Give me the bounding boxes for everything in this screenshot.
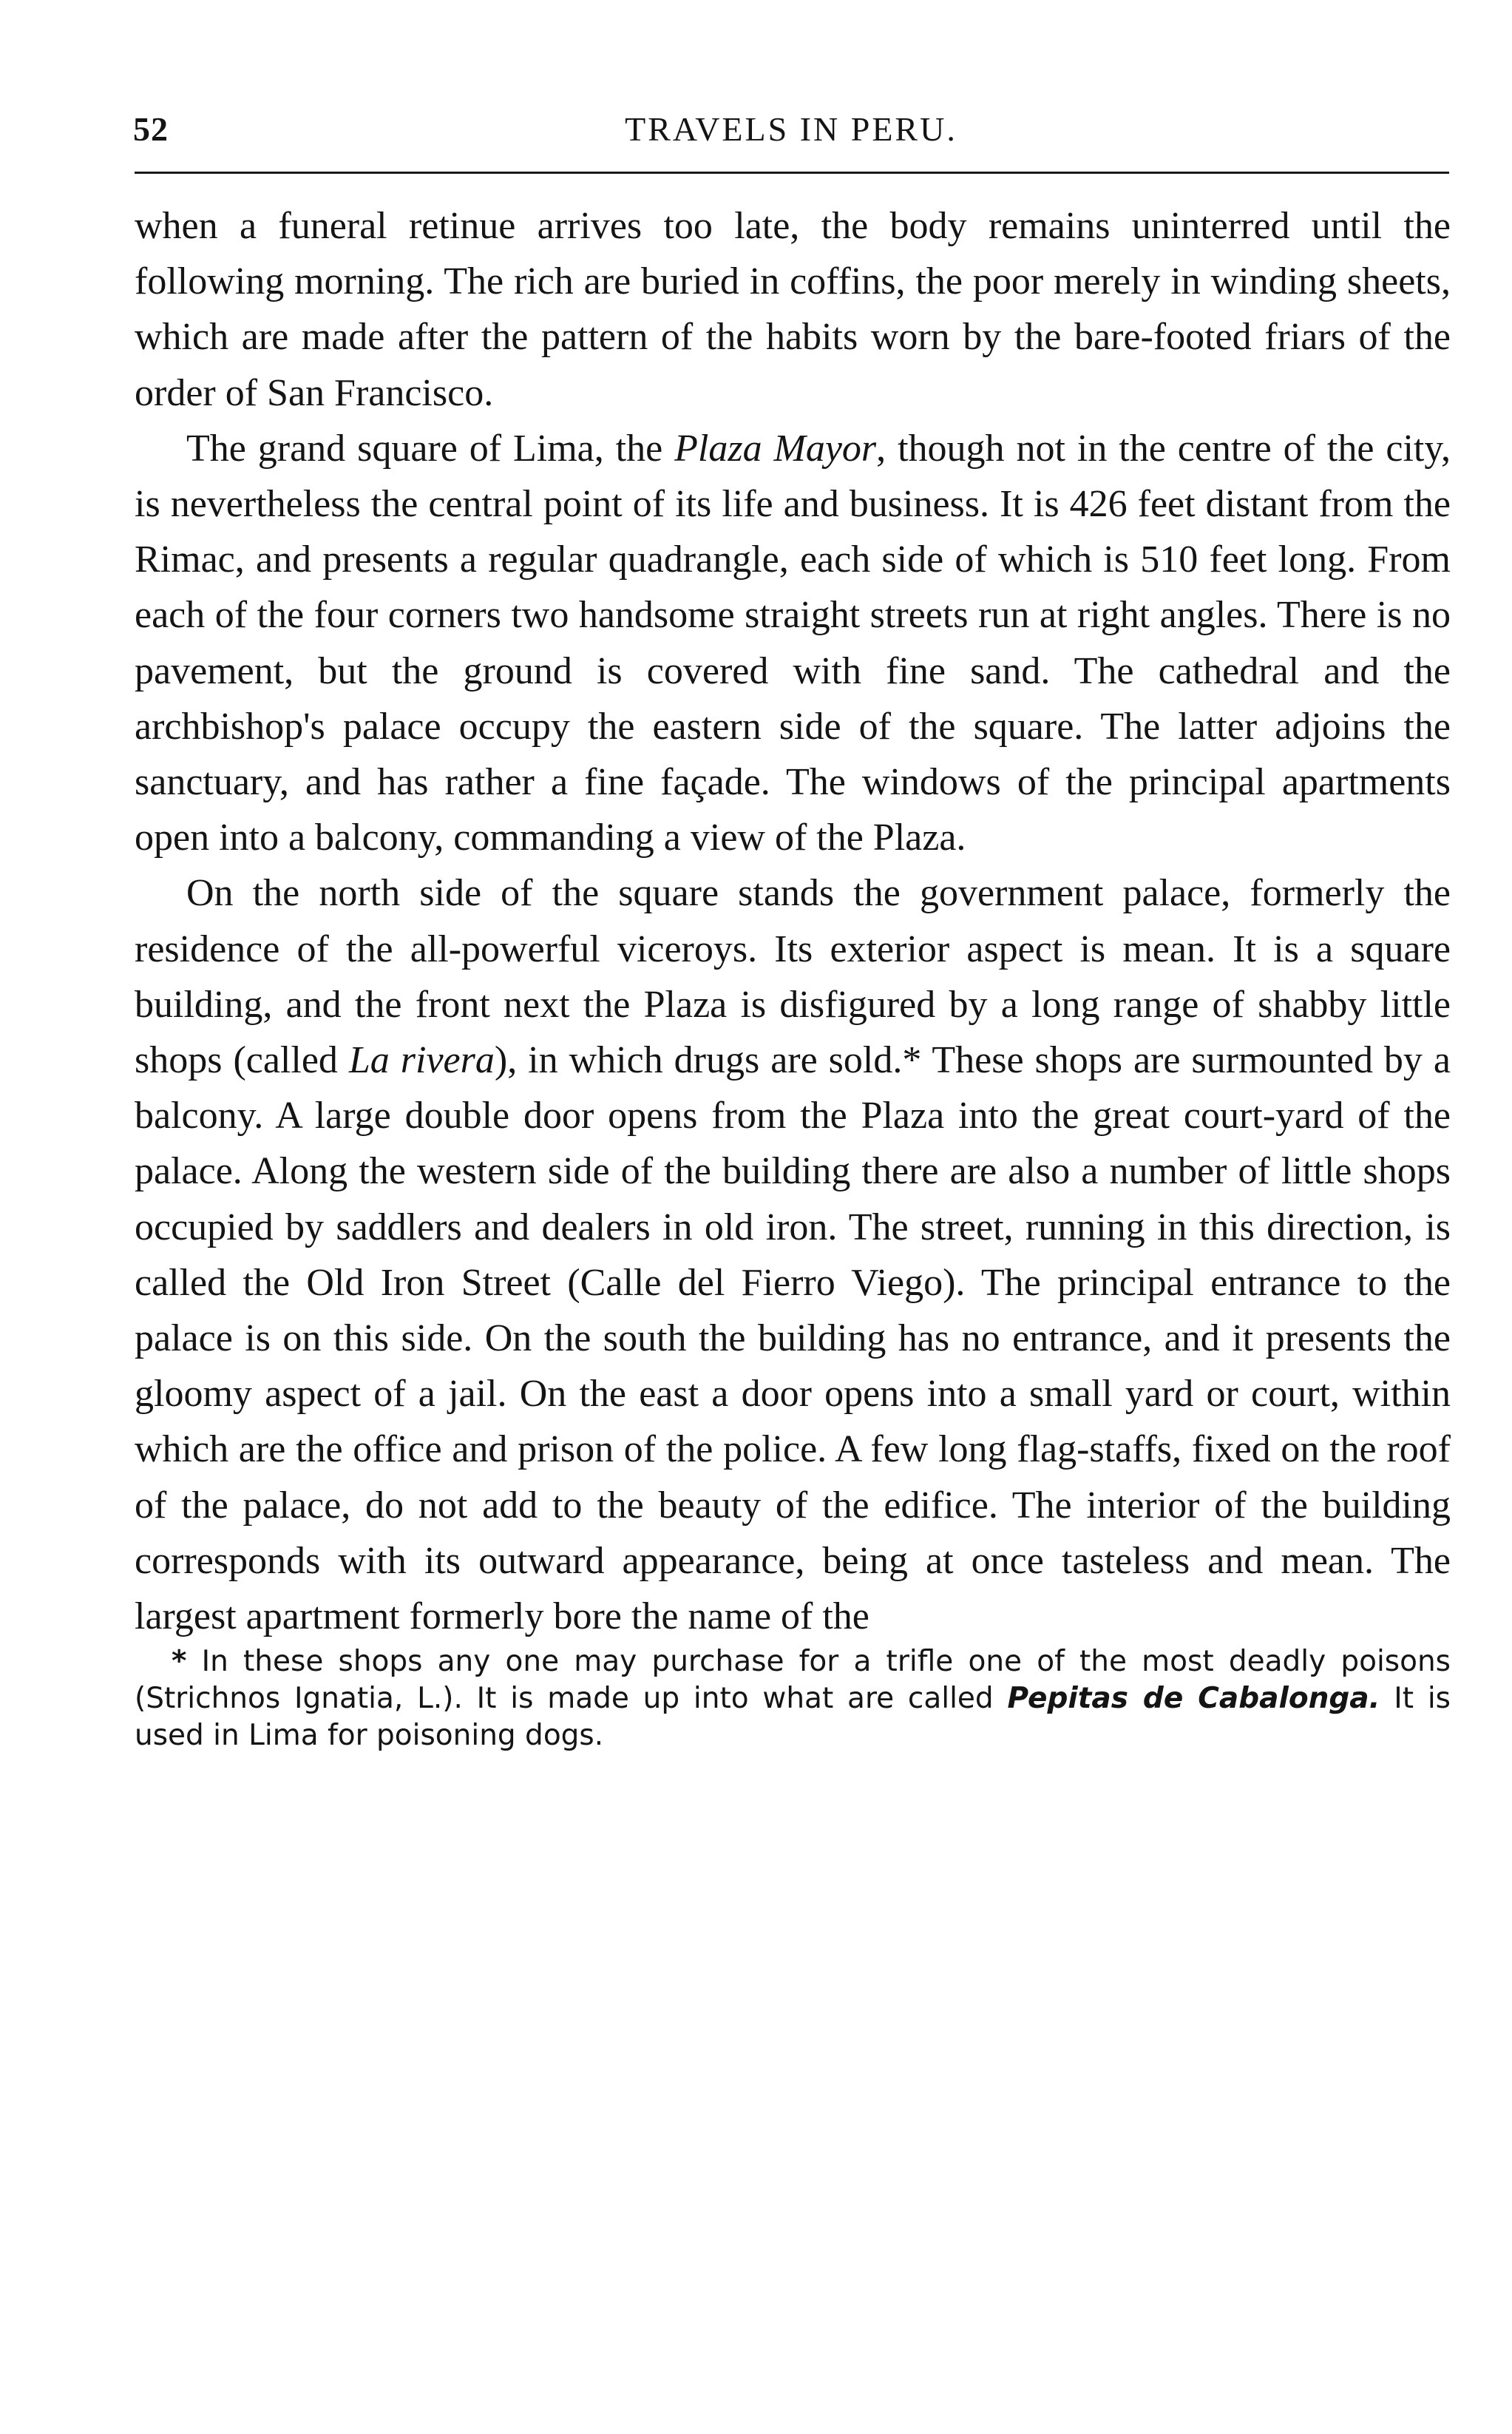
paragraph-text: The grand square of Lima, the	[186, 427, 675, 470]
footnote-italic-term: Pepitas de Cabalonga.	[1007, 1682, 1380, 1715]
running-title: TRAVELS IN PERU.	[625, 110, 957, 148]
page-header	[133, 109, 1449, 161]
footnote-text: It is used in Lima for poisoning dogs.	[135, 1682, 1451, 1752]
footnote	[135, 1643, 1451, 1754]
paragraph-text: , though not in the centre of the city, is nevertheless the central point of its life and business. It is 426 feet distant from the Rimac, and presents a regular quadrangle, each side of which is 510 feet long. From each of the four corners two handsome straight streets run at right angles. There is no pavement, but the ground is covered with fine sand. The cathedral and the archbishop's palace occupy the eastern side of the square. The latter adjoins the sanctuary, and has rather a fine façade. The windows of the principal apartments open into a balcony, commanding a view of the Plaza.	[135, 427, 1451, 859]
paragraph-government-palace	[135, 865, 1451, 1644]
paragraph-plaza-mayor	[135, 421, 1451, 866]
paragraph-text: On the north side of the square stands the government palace, formerly the residence of the all-powerful viceroys. Its exterior aspect is mean. It is a square building, and the front next the Plaza is disfigured by a long range of shabby little shops (called	[135, 872, 1451, 1082]
italic-term: La rivera	[348, 1039, 495, 1082]
italic-term: Plaza Mayor	[674, 427, 877, 470]
page-number: 52	[133, 110, 169, 148]
header-rule	[135, 172, 1449, 174]
paragraph-continued: when a funeral retinue arrives too late, the body remains uninterred until the following morning. The rich are buried in coffins, the poor merely in winding sheets, which are made after the pattern of the habits worn by the bare-footed friars of the order of San Francisco.	[135, 205, 1451, 414]
body-text	[135, 198, 1451, 1644]
footnote-text: In these shops any one may purchase for a trifle one of the most deadly poisons (Strichnos Ignatia, L.). It is made up into what are called	[135, 1645, 1451, 1715]
paragraph-text: ), in which drugs are sold.* These shops are surmounted by a balcony. A large double door opens from the Plaza into the great court-yard of the palace. Along the western side of the building there are also a number of little shops occupied by saddlers and dealers in old iron. The street, running in this direction, is called the Old Iron Street (Calle del Fierro Viego). The principal entrance to the palace is on this side. On the south the building has no entrance, and it presents the gloomy aspect of a jail. On the east a door opens into a small yard or court, within which are the office and prison of the police. A few long flag-staffs, fixed on the roof of the palace, do not add to the beauty of the edifice. The interior of the building corresponds with its outward appearance, being at once tasteless and mean. The largest apartment formerly bore the name of the	[135, 1039, 1451, 1638]
footnote-mark: *	[172, 1645, 187, 1678]
